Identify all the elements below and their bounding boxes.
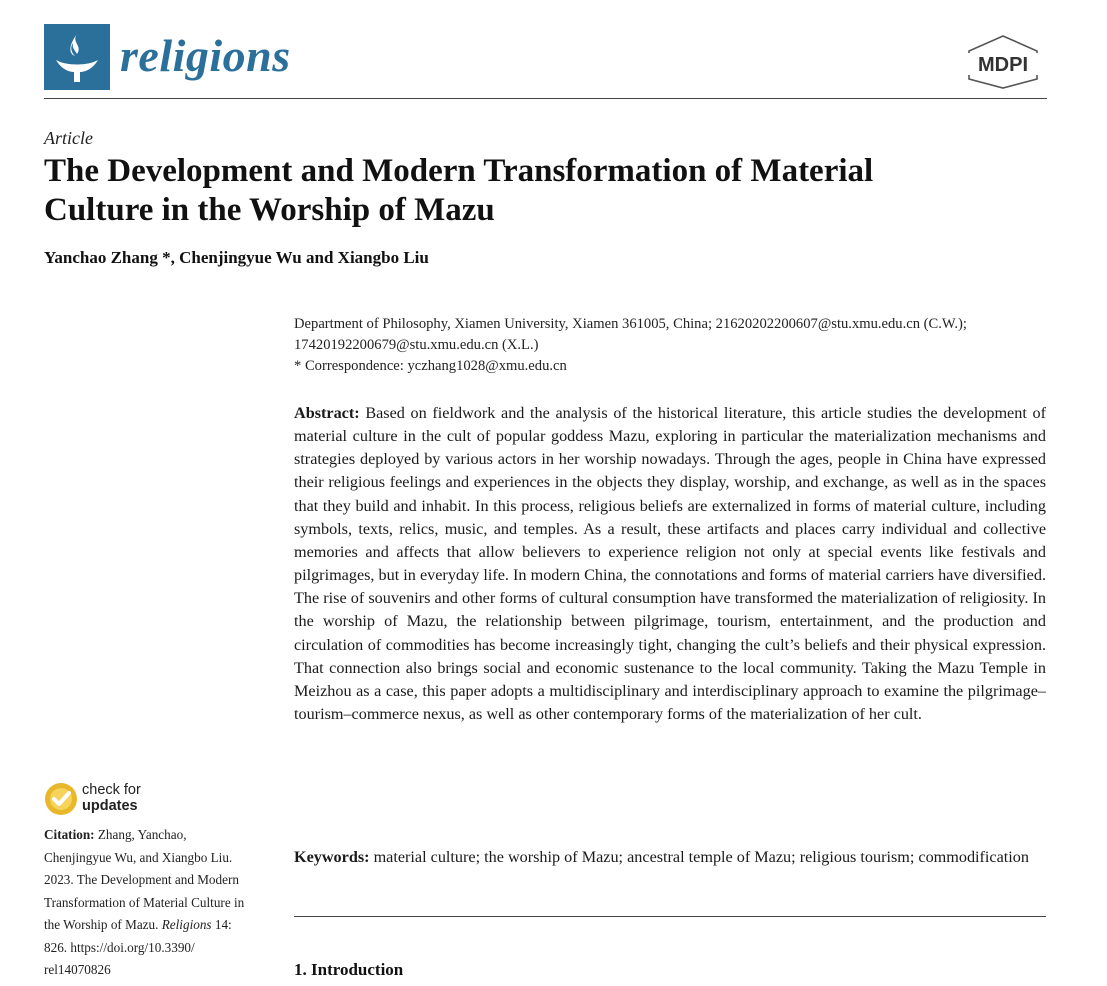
- citation-journal: Religions: [161, 917, 212, 932]
- journal-logo-icon: [44, 24, 110, 90]
- citation-line: 2023. The Development and Modern: [44, 872, 239, 887]
- correspondence-line: * Correspondence: yczhang1028@xmu.edu.cn: [294, 358, 567, 374]
- journal-header: [44, 22, 1047, 98]
- keywords-label: Keywords:: [294, 848, 370, 866]
- citation-line: Zhang, Yanchao,: [97, 827, 187, 842]
- journal-name: religions: [120, 30, 291, 81]
- header-divider: [44, 98, 1047, 99]
- citation-line: Transformation of Material Culture in: [44, 894, 245, 910]
- check-for-label: check for: [82, 782, 141, 798]
- abstract-label: Abstract:: [294, 404, 360, 422]
- citation-label: Citation:: [44, 827, 95, 842]
- section-heading-introduction: 1. Introduction: [294, 960, 404, 979]
- affiliation-line: Department of Philosophy, Xiamen University, Xiamen 361005, China; 21620202200607@stu.xmu.edu.cn (C.W.);: [294, 316, 967, 332]
- affiliation-line: 17420192200679@stu.xmu.edu.cn (X.L.): [294, 337, 539, 353]
- citation-doi-suffix[interactable]: rel14070826: [44, 962, 111, 977]
- article-type: Article: [44, 128, 93, 148]
- citation-volume: 14:: [214, 917, 232, 932]
- mdpi-logo-icon: [963, 34, 1043, 90]
- mdpi-logo-text: MDPI: [978, 54, 1028, 76]
- citation-line: the Worship of Mazu.: [44, 917, 159, 932]
- abstract: [294, 402, 1046, 726]
- check-for-updates-button[interactable]: [44, 780, 164, 820]
- keywords: [294, 846, 1046, 869]
- author-list: Yanchao Zhang *, Chenjingyue Wu and Xiangbo Liu: [44, 248, 429, 267]
- title-line-2: Culture in the Worship of Mazu: [44, 192, 495, 228]
- checkmark-badge-icon: [44, 782, 78, 816]
- article-title: [44, 152, 1024, 230]
- citation-doi-link[interactable]: 826. https://doi.org/10.3390/: [44, 939, 195, 955]
- affiliations: [294, 314, 1054, 377]
- updates-label: updates: [82, 798, 138, 814]
- title-line-1: The Development and Modern Transformation of Material: [44, 153, 874, 189]
- abstract-text: Based on fieldwork and the analysis of the historical literature, this article studies the development of material culture in the cult of popular goddess Mazu, exploring in particular the materialization mechanisms and strategies deployed by various actors in her worship nowadays. Through the ages, people in China have expressed their religious feelings and experiences in the objects they display, worship, and exchange, as well as in the spaces that they build and inhabit. In this process, religious beliefs are externalized in forms of material culture, including symbols, texts, relics, music, and temples. As a result, these artifacts and places carry individual and collective memories and affects that allow believers to experience religion not only at special events like festivals and pilgrimages, but in everyday life. In modern China, the connotations and forms of material carriers have diversified. The rise of souvenirs and other forms of cultural consumption have transformed the materialization of religiosity. In the worship of Mazu, the relationship between pilgrimage, tourism, entertainment, and the production and circulation of commodities has become increasingly tight, changing the cult’s beliefs and their physical expression. That connection also brings social and economic sustenance to the local community. Taking the Mazu Temple in Meizhou as a case, this paper adopts a multidisciplinary and interdisciplinary approach to examine the pilgrimage–tourism–commerce nexus, as well as other contemporary forms of the materialization of her cult.: [294, 404, 1046, 724]
- citation-line: Chenjingyue Wu, and Xiangbo Liu.: [44, 849, 233, 865]
- keywords-text: material culture; the worship of Mazu; ancestral temple of Mazu; religious tourism; commodification: [373, 848, 1029, 866]
- keywords-divider: [294, 916, 1046, 917]
- citation-block: [44, 824, 274, 982]
